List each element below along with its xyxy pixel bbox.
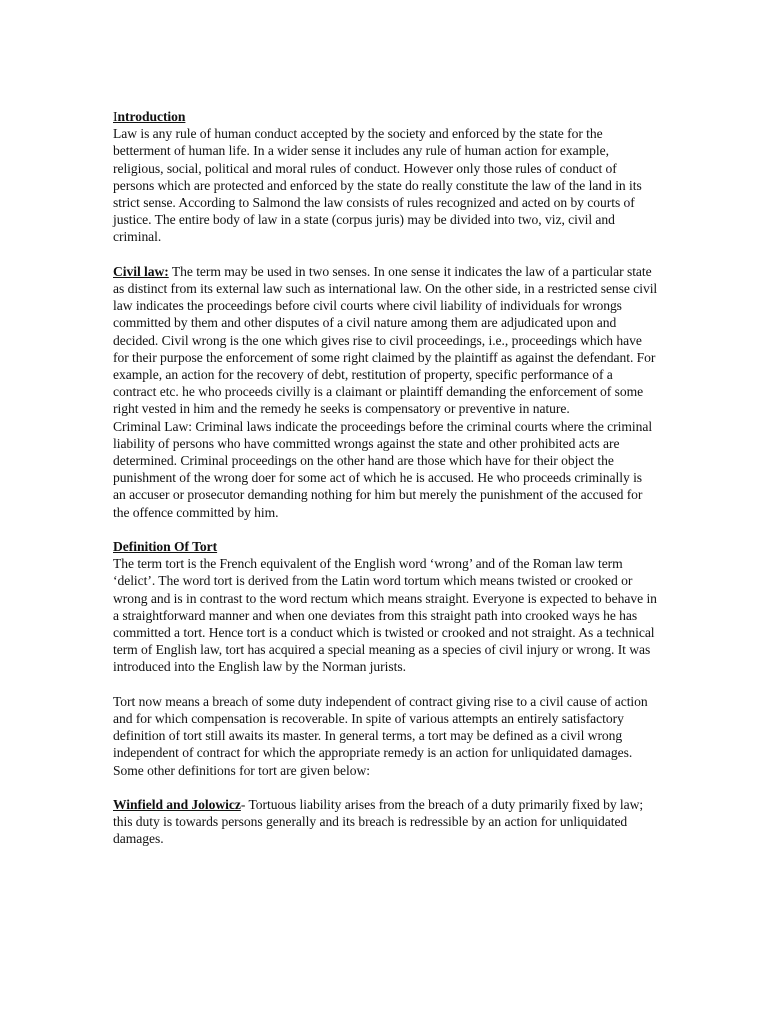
document-page <box>113 108 658 848</box>
civil-law-text: The term may be used in two senses. In one sense it indicates the law of a particular state as distinct from its external law such as international law. On the other side, in a restricted sense civil law indicates the proceedings before civil courts where civil liability of individuals for wrongs committed by them and other disputes of a civil nature among them are adjudicated upon and decided. Civil wrong is the one which gives rise to civil proceedings, i.e., proceedings which have for their purpose the enforcement of some right claimed by the plaintiff as against the defendant. For example, an action for the recovery of debt, restitution of property, specific performance of a contract etc. he who proceeds civilly is a claimant or plaintiff demanding the enforcement of some right vested in him and the remedy he seeks is compensatory or preventive in nature. <box>113 263 658 417</box>
paragraph-gap <box>113 246 658 263</box>
criminal-law-paragraph: Criminal Law: Criminal laws indicate the proceedings before the criminal courts where the criminal liability of persons who have committed wrongs against the state and other prohibited acts are determined. Criminal proceedings on the other hand are those which have for their object the punishment of the wrong doer for some act of which he is accused. He who proceeds criminally is an accuser or prosecutor demanding nothing for him but merely the punishment of the accused for the offence committed by him. <box>113 418 653 520</box>
paragraph-gap <box>113 521 658 538</box>
tort-paragraph-1: The term tort is the French equivalent of the English word ‘wrong’ and of the Roman law term ‘delict’. The word tort is derived from the Latin word tortum which means twisted or crooked or wrong and is in contrast to the word rectum which means straight. Everyone is expected to behave in a straightforward manner and when one deviates from this straight path into crooked ways he has committed a tort. Hence tort is a conduct which is twisted or crooked and not straight. As a technical term of English law, tort has acquired a special meaning as a species of civil injury or wrong. It was introduced into the English law by the Norman jurists. <box>113 556 657 675</box>
civil-law-paragraph <box>113 263 658 418</box>
paragraph-gap <box>113 779 658 796</box>
winfield-term: Winfield and Jolowicz <box>113 797 241 813</box>
winfield-paragraph <box>113 796 658 848</box>
intro-heading <box>113 108 658 125</box>
tort-paragraph-2: Tort now means a breach of some duty independent of contract giving rise to a civil cause of action and for which compensation is recoverable. In spite of various attempts an entirely satisfactory definition of tort still awaits its master. In general terms, a tort may be defined as a civil wrong independent of contract for which the appropriate remedy is an action for unliquidated damages. Some other definitions for tort are given below: <box>113 693 648 778</box>
intro-paragraph: Law is any rule of human conduct accepted by the society and enforced by the state for the betterment of human life. In a wider sense it includes any rule of human action for example, religious, social, political and moral rules of conduct. However only those rules of conduct of persons which are protected and enforced by the state do really constitute the law of the land in its strict sense. According to Salmond the law consists of rules recognized and acted on by courts of justice. The entire body of law in a state (corpus juris) may be divided into two, viz, civil and criminal. <box>113 126 642 245</box>
intro-heading-initial: I <box>113 109 118 124</box>
civil-law-term: Civil law: <box>113 263 169 279</box>
tort-heading: Definition Of Tort <box>113 539 218 555</box>
winfield-text: - Tortuous liability arises from the breach of a duty primarily fixed by law; this duty is towards persons generally and its breach is redressible by an action for unliquidated damages. <box>113 797 644 847</box>
paragraph-gap <box>113 676 658 693</box>
intro-heading-text: ntroduction <box>117 109 186 124</box>
